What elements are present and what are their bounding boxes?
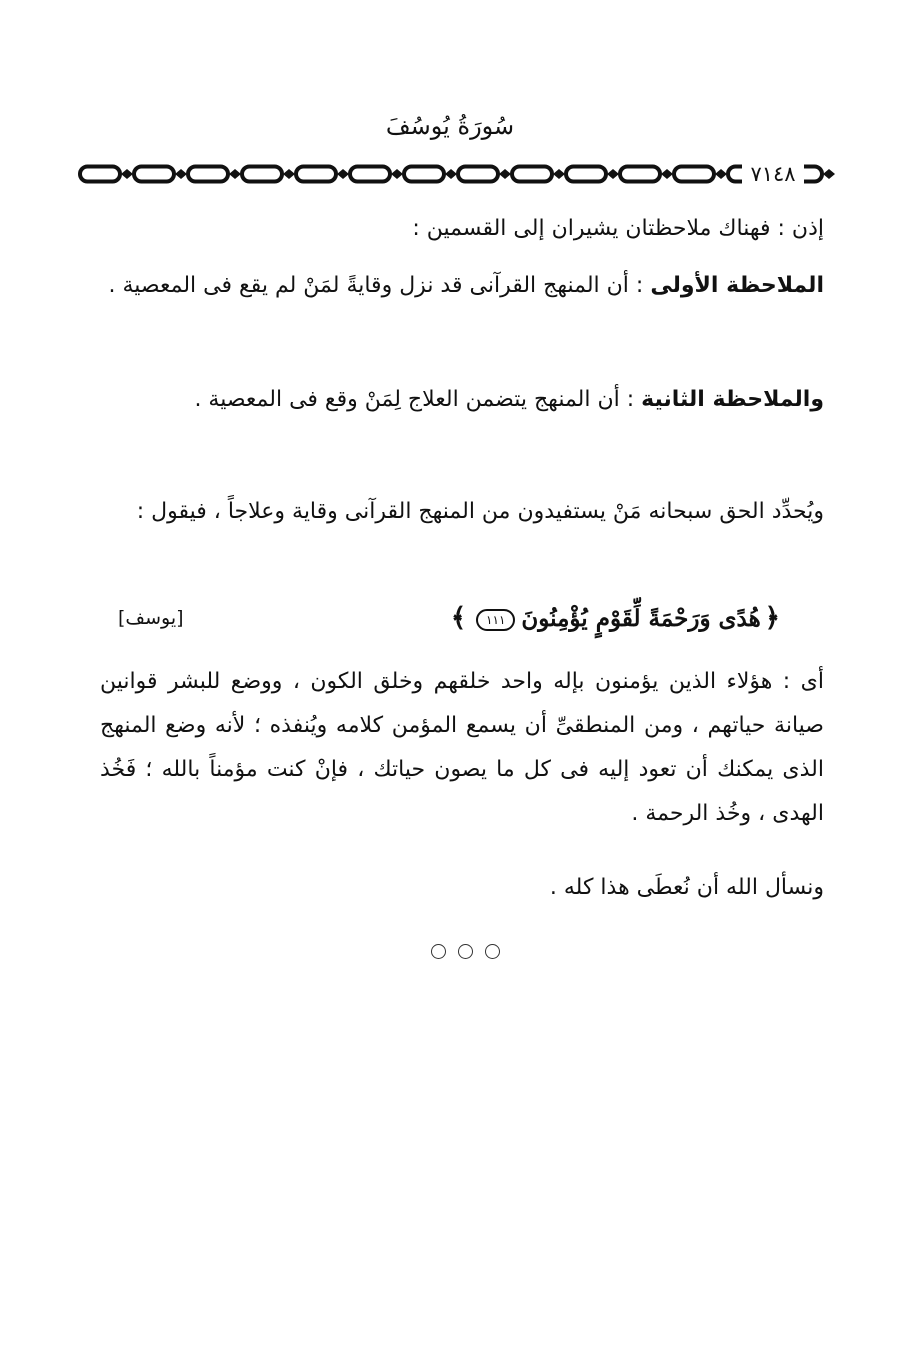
- chain-link: [296, 167, 336, 182]
- chain-link: [404, 167, 444, 182]
- chain-link: [350, 167, 390, 182]
- chain-diamond: [175, 169, 187, 179]
- chain-diamond: [391, 169, 403, 179]
- verse-open-bracket: ﴿: [764, 603, 780, 633]
- chain-diamond: [553, 169, 565, 179]
- chain-diamond: [229, 169, 241, 179]
- chain-diamond: [121, 169, 133, 179]
- chain-link: [242, 167, 282, 182]
- quran-verse: [447, 595, 784, 642]
- chain-diamond: [661, 169, 673, 179]
- chain-link: [188, 167, 228, 182]
- chain-link: [80, 167, 120, 182]
- page-number: ٧١٤٨: [742, 158, 804, 190]
- section-end-ornament: [410, 936, 520, 966]
- paragraph-explanation: أى : هؤلاء الذين يؤمنون بإله واحد خلقهم وخلق الكون ، ووضع للبشر قوانين صيانة حياتهم ، ومن المنطقىِّ أن يسمع المؤمن كلامه ويُنفذه ؛ لأنه وضع المنهج الذى يمكنك أن تعود إليه فى كل ما يصون حياتك ، فإنْ كنت مؤمناً بالله ؛ فَخُذ الهدى ، وخُذ الرحمة .: [100, 669, 824, 826]
- paragraph-first-note: [100, 264, 860, 308]
- header-chain-border: [76, 158, 836, 190]
- chain-diamond: [823, 169, 835, 179]
- verse-reference: [يوسف]: [118, 607, 184, 629]
- paragraph-intro: إذن : فهناك ملاحظتان يشيران إلى القسمين :: [412, 216, 824, 241]
- chain-diamond: [445, 169, 457, 179]
- paragraph-second-note: [100, 378, 860, 422]
- quran-verse-row: [100, 595, 824, 641]
- chain-link: [134, 167, 174, 182]
- first-note-label: الملاحظة الأولى: [650, 273, 824, 298]
- paragraph-specify: ويُحدِّد الحق سبحانه مَنْ يستفيدون من المنهج القرآنى وقاية وعلاجاً ، فيقول :: [136, 499, 824, 524]
- chain-link: [620, 167, 660, 182]
- chain-diamond: [607, 169, 619, 179]
- chain-link: [566, 167, 606, 182]
- chain-diamond: [715, 169, 727, 179]
- ornament-circle: [431, 944, 446, 959]
- chain-diamond: [337, 169, 349, 179]
- chain-link: [674, 167, 714, 182]
- second-note-label: والملاحظة الثانية: [641, 387, 824, 412]
- ornament-circle: [485, 944, 500, 959]
- chain-link: [458, 167, 498, 182]
- first-note-text: : أن المنهج القرآنى قد نزل وقايةً لمَنْ لم يقع فى المعصية .: [108, 273, 651, 298]
- verse-close-bracket: ﴾: [450, 603, 467, 633]
- ornament-circle: [458, 944, 473, 959]
- paragraph-closing: ونسأل الله أن نُعطَى هذا كله .: [549, 875, 824, 900]
- chain-link: [512, 167, 552, 182]
- chain-diamond: [283, 169, 295, 179]
- chain-diamond: [499, 169, 511, 179]
- surah-title: سُورَةُ يُوسُفَ: [385, 112, 515, 140]
- second-note-text: : أن المنهج يتضمن العلاج لِمَنْ وقع فى المعصية .: [194, 387, 642, 412]
- verse-text: هُدًى وَرَحْمَةً لِّقَوْمٍ يُؤْمِنُونَ: [521, 605, 761, 632]
- ayah-number-marker: ١١١: [476, 609, 515, 631]
